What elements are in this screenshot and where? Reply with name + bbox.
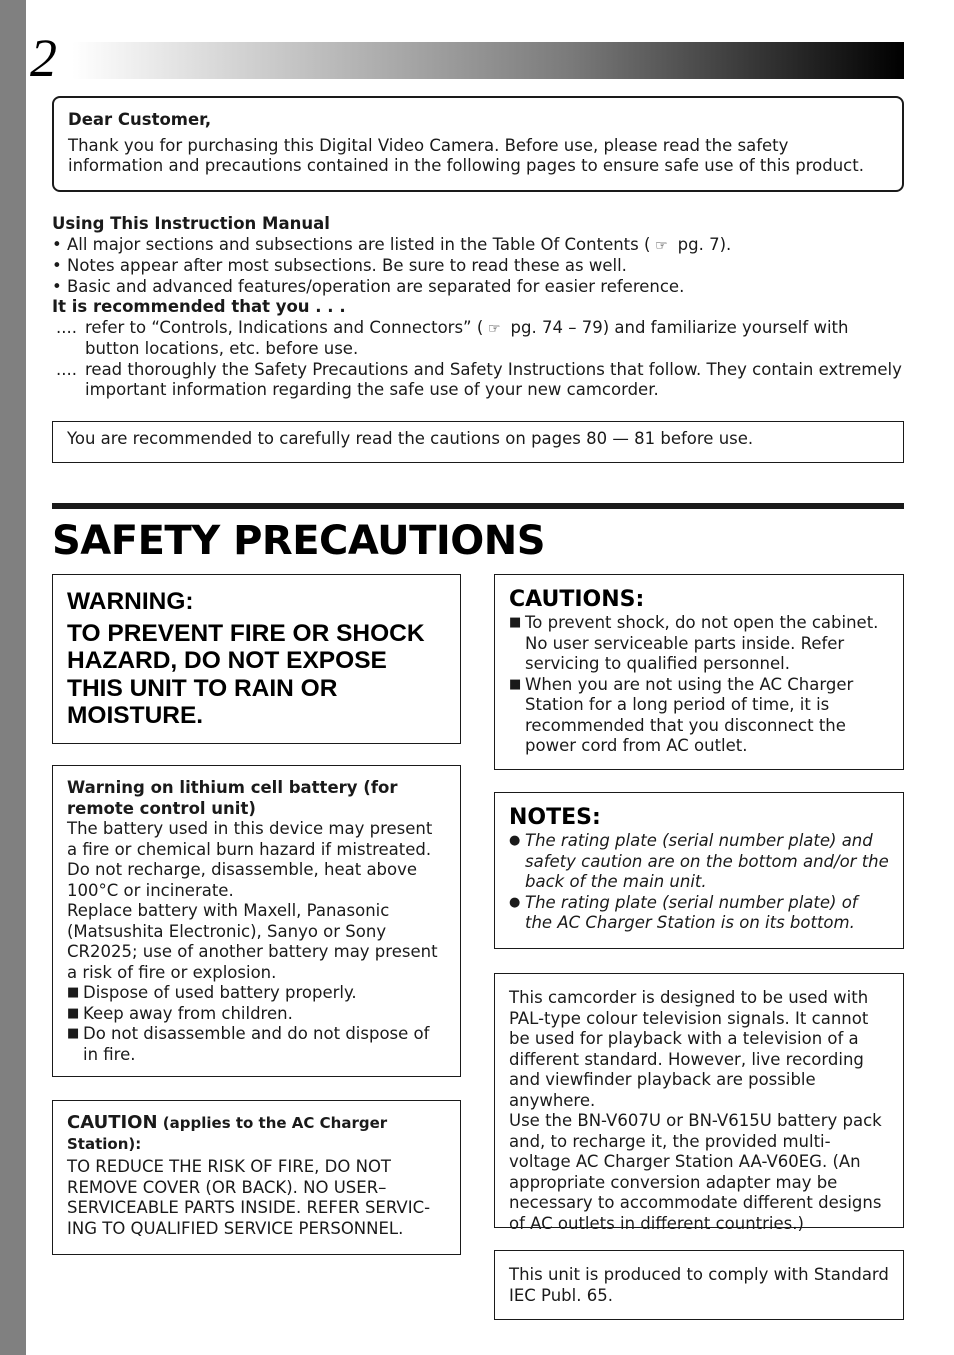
caution-charger-box: [52, 1100, 461, 1255]
header-gradient-bar: [72, 42, 904, 79]
dear-customer-text: Thank you for purchasing this Digital Video Camera. Before use, please read the safety information and precautions contained in the following pages to ensure safe use of this product.: [68, 135, 864, 175]
recommended-heading: It is recommended that you . . .: [52, 297, 346, 316]
caution-sub: (applies to the AC Charger Station):: [67, 1114, 388, 1153]
manual-bullet: • All major sections and subsections are listed in the Table Of Contents ( ☞ pg. 7).: [52, 235, 904, 257]
list-item: ■ Keep away from children.: [67, 1003, 293, 1023]
square-bullet-icon: ■: [67, 1005, 80, 1021]
notes-heading: NOTES:: [509, 805, 601, 830]
manual-bullets: [52, 235, 904, 298]
notes-list: [509, 831, 889, 934]
iec-text: This unit is produced to comply with Standard IEC Publ. 65.: [509, 1265, 889, 1305]
square-bullet-icon: ■: [67, 1026, 80, 1041]
leader-dots: ....: [56, 359, 77, 379]
manual-bullet: • Basic and advanced features/operation are separated for easier reference.: [52, 276, 685, 296]
pal-para-1: This camcorder is designed to be used with PAL-type colour television signals. It cannot be used for playback with a television of a different standard. However, live recording and viewfinder playback are possible anywhere.: [509, 988, 869, 1110]
square-bullet-icon: ■: [509, 615, 522, 630]
page-title: SAFETY PRECAUTIONS: [52, 518, 546, 564]
side-bar: [0, 0, 26, 1355]
dot-bullet-icon: ●: [509, 894, 521, 910]
caution-charger-heading: [67, 1113, 446, 1154]
cautions-note-box: [52, 421, 904, 463]
pal-para-2: Use the BN-V607U or BN-V615U battery pack and, to recharge it, the provided multi-voltage AC Charger Station AA-V60EG. (An appropriate conversion adapter may be necessary to accommodate different designs of AC outlets in different countries.): [509, 1111, 882, 1233]
dear-customer-box: [52, 96, 904, 192]
manual-heading: Using This Instruction Manual: [52, 214, 330, 233]
square-bullet-icon: ■: [67, 985, 80, 1000]
cautions-box: [494, 574, 904, 770]
section-rule: [52, 503, 904, 509]
lithium-list: [67, 983, 446, 1065]
lithium-para-1: The battery used in this device may present a fire or chemical burn hazard if mistreated. Do not recharge, disassemble, heat above 100°C or incinerate.: [67, 819, 433, 900]
lithium-heading: Warning on lithium cell battery (for remote control unit): [67, 778, 398, 818]
recommended-item: .... read thoroughly the Safety Precautions and Safety Instructions that follow. They contain extremely important information regarding the safe use of your new camcorder.: [56, 359, 902, 399]
cautions-heading: CAUTIONS:: [509, 587, 645, 612]
dot-bullet-icon: ●: [509, 833, 521, 848]
leader-dots: ....: [56, 317, 77, 337]
manual-section: [52, 214, 904, 401]
manual-bullet: • Notes appear after most subsections. Be sure to read these as well.: [52, 256, 627, 275]
caution-label: CAUTION: [67, 1112, 158, 1133]
pointing-hand-icon: ☞: [488, 320, 501, 337]
cautions-note-text: You are recommended to carefully read the cautions on pages 80 — 81 before use.: [67, 429, 754, 448]
list-item: ● The rating plate (serial number plate) and safety caution are on the bottom and/or the back of the main unit.: [509, 831, 889, 891]
list-item: ■ Dispose of used battery properly.: [67, 983, 357, 1002]
notes-box: [494, 792, 904, 949]
warning-label: WARNING:: [67, 588, 194, 615]
pointing-hand-icon: ☞: [655, 237, 668, 254]
recommended-item: .... refer to “Controls, Indications and Connectors” ( ☞ pg. 74 – 79) and familiarize yourself with button locations, etc. before use.: [56, 317, 849, 358]
caution-charger-text: TO REDUCE THE RISK OF FIRE, DO NOT REMOVE COVER (OR BACK). NO USER– SERVICEABLE PARTS INSIDE. REFER SERVIC- ING TO QUALIFIED SERVICE PERSONNEL.: [67, 1157, 431, 1238]
lithium-warning-box: [52, 765, 461, 1077]
list-item: ■ When you are not using the AC Charger Station for a long period of time, it is recommended that you disconnect the power cord from AC outlet.: [509, 674, 854, 755]
list-item: ■ Do not disassemble and do not dispose of in fire.: [67, 1024, 430, 1064]
lithium-para-2: Replace battery with Maxell, Panasonic (Matsushita Electronic), Sanyo or Sony CR2025; use of another battery may present a risk of fire or explosion.: [67, 901, 438, 982]
list-item: ■ To prevent shock, do not open the cabinet. No user serviceable parts inside. Refer servicing to qualified personnel.: [509, 613, 879, 673]
dear-customer-heading: Dear Customer,: [68, 110, 212, 129]
cautions-list: [509, 613, 889, 757]
square-bullet-icon: ■: [509, 676, 522, 692]
page-number: 2: [30, 28, 57, 88]
warning-box: [52, 574, 461, 744]
pal-info-box: [494, 973, 904, 1233]
list-item: ● The rating plate (serial number plate) of the AC Charger Station is on its bottom.: [509, 892, 858, 932]
warning-text: TO PREVENT FIRE OR SHOCK HAZARD, DO NOT EXPOSE THIS UNIT TO RAIN OR MOISTURE.: [67, 619, 425, 729]
iec-box: [494, 1250, 904, 1320]
